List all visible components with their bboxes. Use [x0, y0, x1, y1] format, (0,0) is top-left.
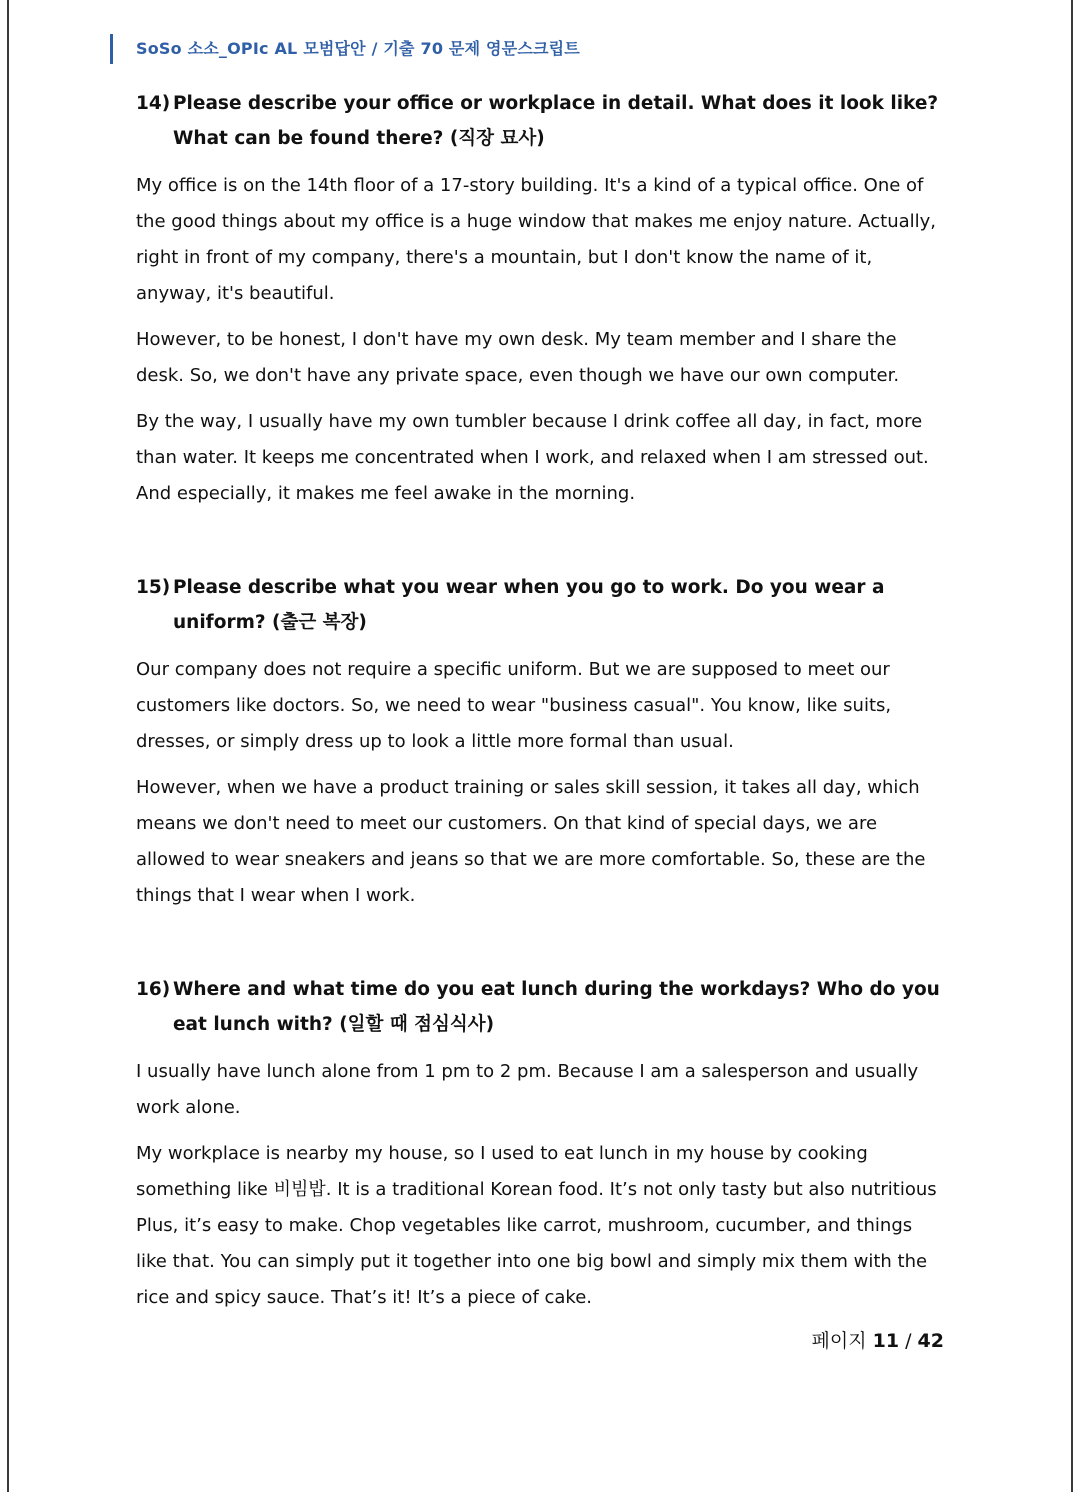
document-header: SoSo 소소_OPIc AL 모범답안 / 기출 70 문제 영문스크립트	[136, 39, 580, 58]
question-heading	[136, 972, 942, 1042]
question-number: 14)	[136, 93, 171, 114]
header-accent-bar	[110, 34, 113, 64]
question-number: 15)	[136, 577, 171, 598]
page-left-border	[7, 0, 9, 1492]
question-heading	[136, 86, 942, 156]
answer-paragraph: I usually have lunch alone from 1 pm to 2 pm. Because I am a salesperson and usually work alone.	[136, 1061, 919, 1118]
page-content	[136, 86, 942, 1316]
page-label: 페이지	[811, 1330, 867, 1352]
answer-paragraph: My office is on the 14th floor of a 17-story building. It's a kind of a typical office. One of the good things about my office is a huge window that makes me enjoy nature. Actually, right in front of my company, there's a mountain, but I don't know the name of it, anyway, it's beautiful.	[136, 175, 937, 304]
answer-paragraph: However, to be honest, I don't have my own desk. My team member and I share the desk. So, we don't have any private space, even though we have our own computer.	[136, 329, 900, 386]
question-title: Where and what time do you eat lunch during the workdays? Who do you eat lunch with? (일할 때 점심식사)	[173, 979, 940, 1035]
question-section-16	[136, 972, 942, 1316]
answer-paragraph: By the way, I usually have my own tumbler because I drink coffee all day, in fact, more than water. It keeps me concentrated when I work, and relaxed when I am stressed out. And especially, it makes me feel awake in the morning.	[136, 411, 929, 504]
question-heading	[136, 570, 942, 640]
page-separator: /	[905, 1330, 912, 1352]
question-section-15	[136, 570, 942, 914]
page-number	[811, 1326, 944, 1353]
question-title: Please describe your office or workplace in detail. What does it look like? What can be found there? (직장 묘사)	[173, 93, 939, 149]
question-section-14	[136, 86, 942, 512]
answer-paragraph: My workplace is nearby my house, so I used to eat lunch in my house by cooking something like 비빔밥. It is a traditional Korean food. It’s not only tasty but also nutritious Plus, it’s easy to make. Chop vegetables like carrot, mushroom, cucumber, and things like that. You can simply put it together into one big bowl and simply mix them with the rice and spicy sauce. That’s it! It’s a piece of cake.	[136, 1143, 937, 1308]
question-title: Please describe what you wear when you go to work. Do you wear a uniform? (출근 복장)	[173, 577, 885, 633]
current-page: 11	[872, 1330, 900, 1352]
answer-paragraph: However, when we have a product training or sales skill session, it takes all day, which means we don't need to meet our customers. On that kind of special days, we are allowed to wear sneakers and jeans so that we are more comfortable. So, these are the things that I wear when I work.	[136, 777, 926, 906]
page-right-border	[1071, 0, 1073, 1492]
total-pages: 42	[917, 1330, 944, 1352]
answer-paragraph: Our company does not require a specific uniform. But we are supposed to meet our customers like doctors. So, we need to wear "business casual". You know, like suits, dresses, or simply dress up to look a little more formal than usual.	[136, 659, 892, 752]
question-number: 16)	[136, 979, 171, 1000]
